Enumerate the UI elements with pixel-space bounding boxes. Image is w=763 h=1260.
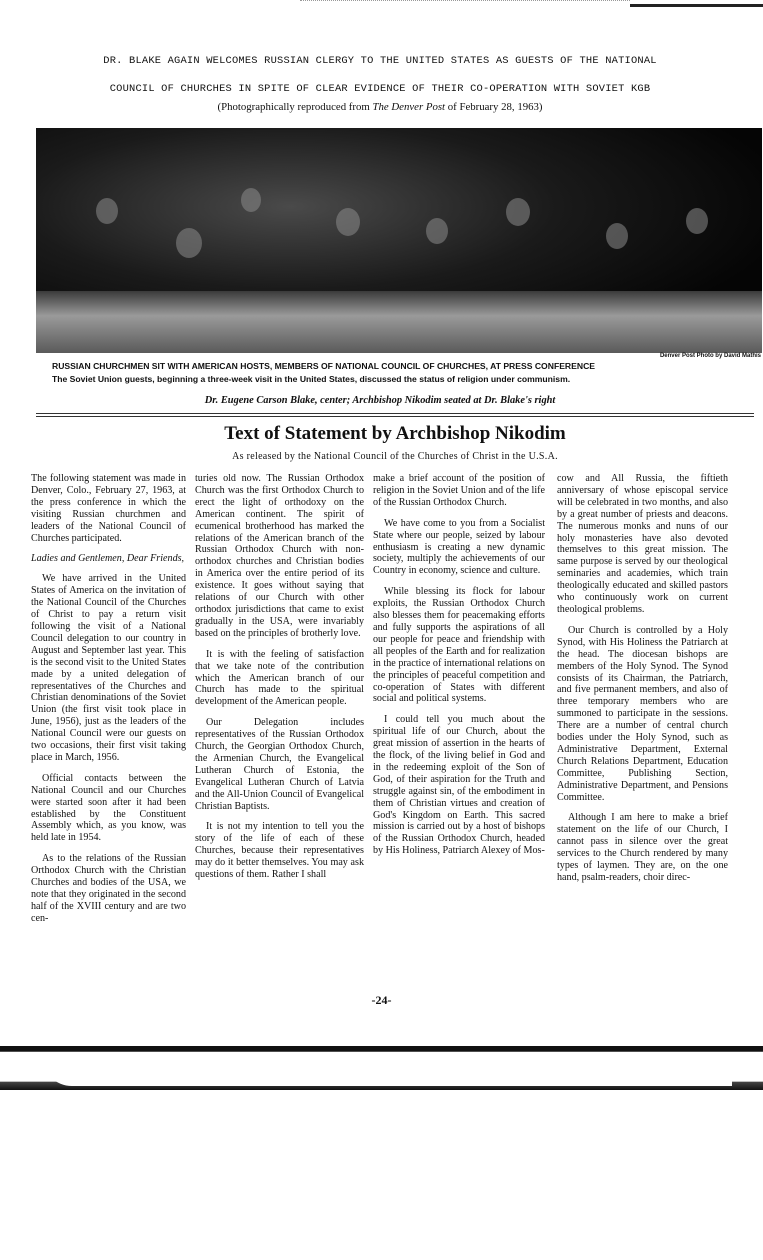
- divider-rule: [36, 413, 754, 414]
- press-conference-photo: [36, 128, 762, 353]
- article-column-1: [31, 473, 186, 934]
- headline-line-2: COUNCIL OF CHURCHES IN SPITE OF CLEAR EVIDENCE OF THEIR CO-OPERATION WITH SOVIET KGB: [109, 83, 651, 95]
- reproduction-note: (Photographically reproduced from The Denver Post of February 28, 1963): [217, 101, 543, 113]
- photo-caption-body: The Soviet Union guests, beginning a three-week visit in the United States, discussed the status of religion under communism.: [52, 374, 571, 384]
- body-paragraph: While blessing its flock for labour exploits, the Russian Orthodox Church also blesses them for peacemaking efforts and fully supports the aspirations of all our people for peace and friendship with all peoples of the Earth and for realization in the practice of international relations on the principles of peaceful competition and co-operation of States with different social and political systems.: [373, 586, 545, 705]
- article-subtitle: As released by the National Council of the Churches of Christ in the U.S.A.: [232, 451, 558, 462]
- article-column-3: [373, 473, 545, 866]
- body-paragraph: It is with the feeling of satisfaction that we take note of the contribution which the American branch of our Church has made to the spiritual development of the American people.: [195, 648, 364, 708]
- body-paragraph: Although I am here to make a brief statement on the life of our Church, I cannot pass in silence over the great services to the Church rendered by many types of laymen. They are, on the one hand, psalm-readers, choir direc-: [557, 812, 728, 883]
- article-column-4: [557, 473, 728, 893]
- body-paragraph: We have arrived in the United States of America on the invitation of the National Council of the Churches of Christ to pay a return visit following the visit of a National Council delegation to our country in August and September last year. This is the second visit to the United States made by a united delegation of representatives of the Churches and Christian denominations of the Soviet Union (the first visit took place in June, 1956), just as the leaders of the National Council were our guests on two occasions, their first visit taking place in March, 1956.: [31, 573, 186, 763]
- divider-rule: [36, 416, 754, 417]
- photo-caption-headline: RUSSIAN CHURCHMEN SIT WITH AMERICAN HOSTS, MEMBERS OF NATIONAL COUNCIL OF CHURCHES, AT PRESS CONFERENCE: [52, 361, 596, 371]
- top-scan-dots: [300, 0, 630, 1]
- body-paragraph: Our Delegation includes representatives of the Russian Orthodox Church, the Georgian Orthodox Church, the Armenian Church, the Evangelical Lutheran Church of Estonia, the Evangelical Lutheran Church of Latvia and the All-Union Council of Evangelical Christian Baptists.: [195, 717, 364, 812]
- body-paragraph: turies old now. The Russian Orthodox Church was the first Orthodox Church to erect the light of orthodoxy on the American continent. The spirit of ecumenical brotherhood has marked the relations of the American branch of the Russian Orthodox Church with non-orthodox churches and Christian bodies in America over the entire period of its existence. It goes without saying that relations of our Church with other orthodox jurisdictions that came to exist gradually in the USA, were invariably based on the principles of brotherly love.: [195, 473, 364, 639]
- headline-line-1: DR. BLAKE AGAIN WELCOMES RUSSIAN CLERGY TO THE UNITED STATES AS GUESTS OF THE NATIONAL: [103, 55, 657, 67]
- photo-caption-names: Dr. Eugene Carson Blake, center; Archbishop Nikodim seated at Dr. Blake's right: [204, 395, 556, 406]
- intro-paragraph: The following statement was made in Denver, Colo., February 27, 1963, at the press conference in which the visiting Russian churchmen and leaders of the National Council of Churches participated.: [31, 473, 186, 544]
- body-paragraph: As to the relations of the Russian Orthodox Church with the Christian Churches and bodies of the USA, we note that they originated in the second half of the XVIII century and are two cen-: [31, 853, 186, 924]
- article-column-2: [195, 473, 364, 890]
- body-paragraph: cow and All Russia, the fiftieth anniversary of whose episcopal service will be celebrated in two months, and also by a great number of priests and deacons. The numerous monks and nuns of our holy monasteries have also devoted themselves to this great mission. The same purpose is served by our theological seminaries and academies, which train theologically educated and skilled pastors who continuously work on current theological problems.: [557, 473, 728, 615]
- salutation: Ladies and Gentlemen, Dear Friends,: [31, 553, 185, 565]
- body-paragraph: It is not my intention to tell you the story of the life of each of these Churches, because their representatives may do it better themselves. You may ask questions of them. Rather I shall: [195, 821, 364, 881]
- body-paragraph: I could tell you much about the spiritual life of our Church, about the great mission of assertion in the hearts of the flock, of the living belief in God and in the redeeming exploit of the Son of God, of their aspiration for the Truth and struggle against sin, of the embodiment in them of Christian virtues and creation of God's Kingdom on Earth. This sacred mission is carried out by a host of bishops of the Russian Orthodox Church, headed by His Holiness, Patriarch Alexey of Mos-: [373, 714, 545, 857]
- top-scan-mark: [630, 4, 763, 7]
- photo-credit: Denver Post Photo by David Mathis: [659, 353, 761, 359]
- source-name: The Denver Post: [372, 101, 446, 113]
- body-paragraph: We have come to you from a Socialist State where our people, seized by labour enthusiasm is creating a new dynamic society, multiply the achievements of our Country in economy, science and culture.: [373, 517, 545, 577]
- body-paragraph: make a brief account of the position of religion in the Soviet Union and of the life of the Russian Orthodox Church.: [373, 473, 545, 508]
- scan-artifact: [0, 1046, 763, 1090]
- body-paragraph: Official contacts between the National Council and our Churches were started soon after it had been established by the Constituent Assembly which, as you know, was held late in 1954.: [31, 772, 186, 844]
- page-number: -24-: [371, 993, 392, 1007]
- body-paragraph: Our Church is controlled by a Holy Synod, with His Holiness the Patriarch at the head. The diocesan bishops are members of the Holy Synod. The Synod consists of its Chairman, the Patriarch, and five permanent members, and also of three temporary members who are summoned to participate in the sessions. There are a number of central church bodies under the Holy Synod, such as Administrative Department, External Church Relations Department, Education Committee, Publishing Section, Administrative Department, and Pensions Committee.: [557, 624, 728, 803]
- article-title: Text of Statement by Archbishop Nikodim: [224, 423, 566, 444]
